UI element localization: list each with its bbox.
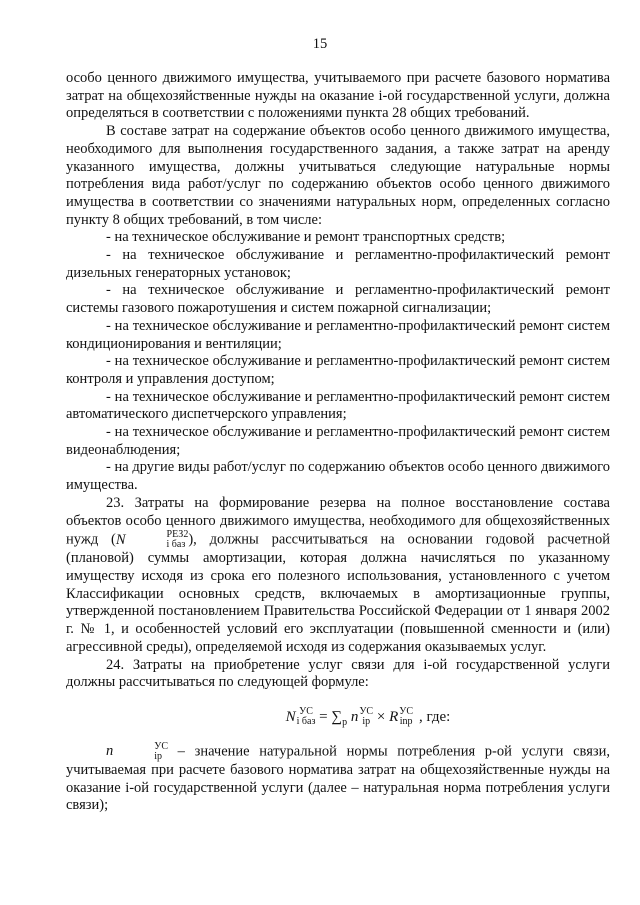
page-number: 15: [312, 36, 328, 52]
list-item: - на другие виды работ/услуг по содержанию объектов особо ценного движимого имущества.: [66, 459, 610, 494]
formula: N УС i баз = $\sum_p$ n УС ip × R УС inp , где:: [285, 706, 451, 728]
list-item: - на техническое обслуживание и регламентно-профилактический ремонт систем контроля и управления доступом;: [66, 353, 610, 387]
list-item: - на техническое обслуживание и ремонт транспортных средств;: [106, 229, 506, 246]
list-item: - на техническое обслуживание и регламентно-профилактический ремонт системы газового пожаротушения и систем пожарной сигнализации;: [66, 282, 610, 317]
list-item: - на техническое обслуживание и регламентно-профилактический ремонт систем видеонаблюдения;: [66, 424, 610, 458]
reserve-symbol: N РЕЗ2 i баз: [115, 529, 189, 551]
paragraph-definition: n УС ip – значение натуральной нормы потребления p-ой услуги связи, учитываемая при расчете базового норматива затрат на общехозяйственные нужды на оказание i-ой государственной услуги (далее – натуральная норма потребления услуги связи);: [66, 740, 610, 814]
norm-symbol: n УС ip: [106, 740, 168, 762]
list-item: - на техническое обслуживание и регламентно-профилактический ремонт дизельных генераторных установок;: [66, 247, 610, 281]
list-item: - на техническое обслуживание и регламентно-профилактический ремонт систем кондиционирования и вентиляции;: [66, 317, 610, 352]
document-body: [66, 70, 610, 815]
paragraph-23: 23. Затраты на формирование резерва на полное восстановление состава объектов особо ценного движимого имущества, необходимого для общехозяйственных нужд (N РЕЗ2 i баз ), должны рассчитываться на основании годовой расчетной (плановой) суммы амортизации, которая должна начисляться по указанному имуществу исходя из срока его полезного использования, установленного с учетом Классификации основных средств, включаемых в амортизационные группы, утвержденной постановлением Правительства Российской Федерации от 1 января 2002 г. № 1, и особенностей условий его эксплуатации (повышенной сменности и (или) агрессивной среды), определяемой исходя из содержания оказываемых услуг.: [66, 494, 611, 655]
paragraph-continuation: особо ценного движимого имущества, учитываемого при расчете базового норматива затрат на общехозяйственные нужды на оказание i-ой государственной услуги, должна определяться в соответствии с положениями пункта 28 общих требований.: [66, 70, 610, 122]
list-item: - на техническое обслуживание и регламентно-профилактический ремонт систем автоматического диспетчерского управления;: [66, 388, 610, 423]
paragraph-maintenance-costs: В составе затрат на содержание объектов особо ценного движимого имущества, необходимого для выполнения государственного задания, а также затрат на аренду указанного имущества, должны учитываться следующие натуральные нормы потребления вида работ/услуг по содержанию объектов особо ценного движимого имущества в соответствии со значениями натуральных норм, определенных согласно пункту 8 общих требований, в том числе:: [66, 123, 610, 228]
paragraph-24: 24. Затраты на приобретение услуг связи для i-ой государственной услуги должны рассчитываться по следующей формуле:: [66, 656, 610, 691]
